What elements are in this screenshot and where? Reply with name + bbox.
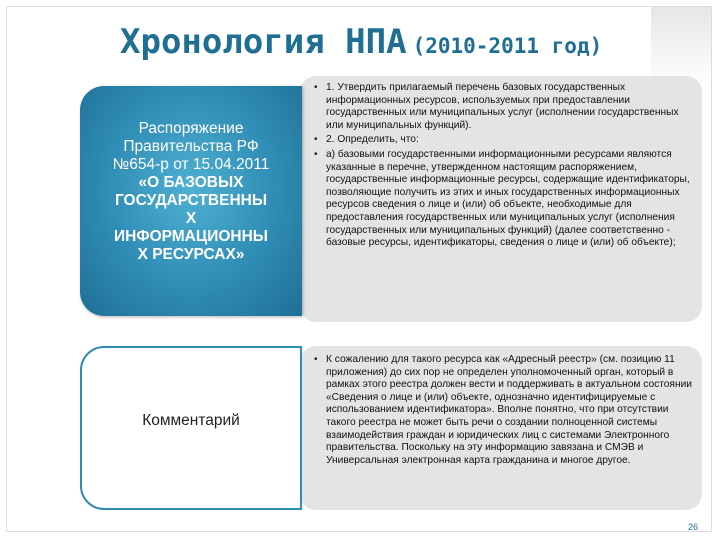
title-main: Хронология НПА xyxy=(120,22,407,62)
decree-line: Правительства РФ xyxy=(123,138,259,155)
decree-line: Х xyxy=(185,210,197,227)
panel1-bullet-3: • а) базовыми государственными информационными ресурсами являются указанные в перечне, утвержденном настоящим распоряжением, государственные информационные ресурсы, содержащие идентификаторы, позволяющие получить из этих и иных государственных информационных ресурсов сведения о лице и (или) об объекте, необходимые для предоставления государственных или муниципальных услуг (исполнения государственных или муниципальных функций) (далее соответственно - базовые ресурсы, идентификаторы, сведения о лице и (или) об объекте); xyxy=(314,149,694,250)
comment-box xyxy=(80,346,302,510)
decree-line: Х РЕСУРСАХ» xyxy=(137,246,245,263)
decree-title-box xyxy=(80,86,302,316)
panel1-bullet-2: • 2. Определить, что: xyxy=(314,134,694,147)
decree-line: №654-р от 15.04.2011 xyxy=(112,156,270,173)
panel2-bullet-1: • К сожалению для такого ресурса как «Адресный реестр» (см. позицию 11 приложения) до сих пор не определен уполномоченный орган, который в рамках этого реестра должен вести и поддерживать в актуальном состоянии «Сведения о лице и (или) объекте, однозначно идентифицируемые с использованием идентификатора». Вполне понятно, что при отсутствии такого реестра не может быть речи о создании полноценной системы взаимодействия граждан и юридических лиц с системами Электронного правительства. Поскольку на эту информацию завязана и СМЭВ и Универсальная электронная карта гражданина и многое другое. xyxy=(314,354,694,467)
decree-line: «О БАЗОВЫХ xyxy=(138,174,244,191)
decree-text-panel xyxy=(300,76,702,322)
page-number: 26 xyxy=(687,522,698,532)
corner-decoration xyxy=(651,7,711,87)
comment-label: Комментарий xyxy=(142,412,240,429)
decree-title-text xyxy=(80,120,302,264)
title-sub: (2010-2011 год) xyxy=(412,34,603,58)
slide-title xyxy=(120,22,602,62)
comment-text-panel xyxy=(300,346,702,510)
panel1-bullet-1: • 1. Утвердить прилагаемый перечень базовых государственных информационных ресурсов, используемых при предоставлении государственных или муниципальных услуг (исполнении государственных или муниципальных функций). xyxy=(314,82,694,132)
decree-line: Распоряжение xyxy=(138,120,244,137)
decree-line: ИНФОРМАЦИОННЫ xyxy=(114,228,268,245)
decree-line: ГОСУДАРСТВЕННЫ xyxy=(114,192,268,209)
